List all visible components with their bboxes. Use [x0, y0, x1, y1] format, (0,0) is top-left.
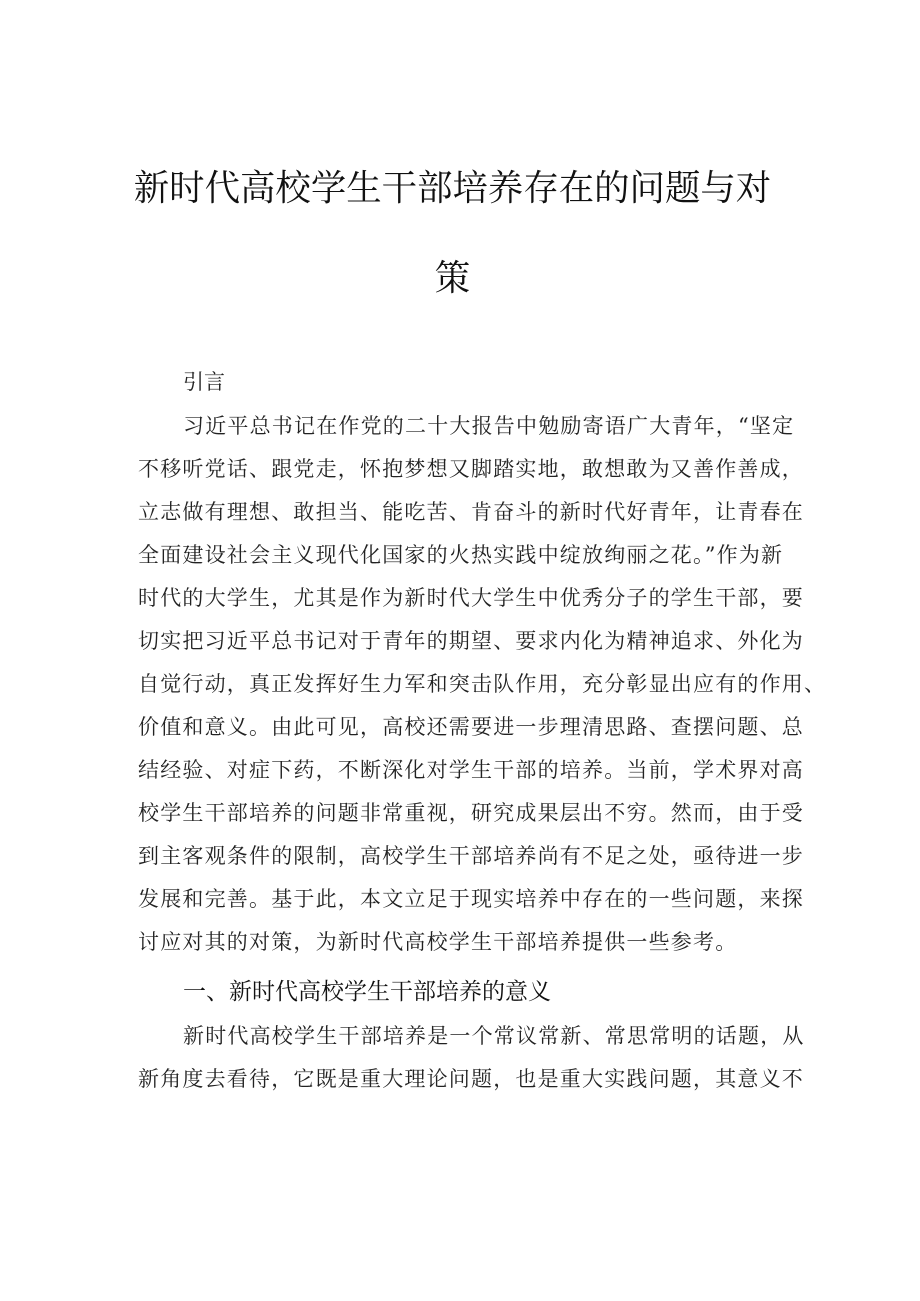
- intro-paragraph-line: 习近平总书记在作党的二十大报告中勉励寄语广大青年，“坚定: [183, 414, 795, 438]
- intro-paragraph-line: 讨应对其的对策，为新时代高校学生干部培养提供一些参考。: [138, 930, 738, 954]
- document-title-line-1: 新时代高校学生干部培养存在的问题与对: [133, 168, 772, 209]
- intro-paragraph-line: 校学生干部培养的问题非常重视，研究成果层出不穷。然而，由于受: [138, 801, 804, 825]
- intro-paragraph-line: 不移听党话、跟党走，怀抱梦想又脚踏实地，敢想敢为又善作善成，: [138, 457, 804, 481]
- section-1-paragraph-line: 新角度去看待，它既是重大理论问题，也是重大实践问题，其意义不: [138, 1067, 804, 1091]
- document-title-line-2: 策: [434, 258, 471, 299]
- intro-paragraph-line: 结经验、对症下药，不断深化对学生干部的培养。当前，学术界对高: [138, 758, 804, 782]
- section-1-heading: 一、新时代高校学生干部培养的意义: [183, 979, 551, 1005]
- intro-paragraph-line: 发展和完善。基于此，本文立足于现实培养中存在的一些问题，来探: [138, 887, 804, 911]
- intro-label: 引言: [183, 370, 225, 394]
- intro-paragraph-line: 到主客观条件的限制，高校学生干部培养尚有不足之处，亟待进一步: [138, 844, 804, 868]
- section-1-paragraph-line: 新时代高校学生干部培养是一个常议常新、常思常明的话题，从: [183, 1024, 805, 1048]
- intro-paragraph-line: 价值和意义。由此可见，高校还需要进一步理清思路、查摆问题、总: [138, 715, 804, 739]
- intro-paragraph-line: 立志做有理想、敢担当、能吃苦、肯奋斗的新时代好青年，让青春在: [138, 500, 804, 524]
- intro-paragraph-line: 自觉行动，真正发挥好生力军和突击队作用，充分彰显出应有的作用、: [138, 672, 827, 696]
- intro-paragraph-line: 切实把习近平总书记对于青年的期望、要求内化为精神追求、外化为: [138, 629, 804, 653]
- intro-paragraph-line: 时代的大学生，尤其是作为新时代大学生中优秀分子的学生干部，要: [138, 586, 804, 610]
- intro-paragraph-line: 全面建设社会主义现代化国家的火热实践中绽放绚丽之花。”作为新: [138, 543, 784, 567]
